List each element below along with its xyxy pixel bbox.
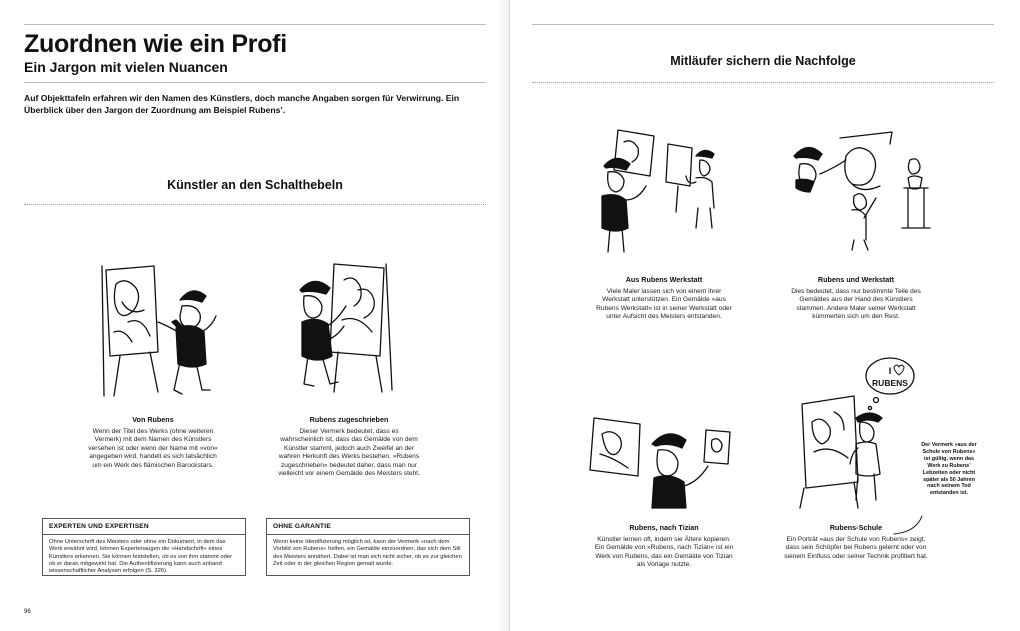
page-subtitle: Ein Jargon mit vielen Nuancen xyxy=(24,59,228,75)
section-rule-right xyxy=(532,82,994,83)
page-title: Zuordnen wie ein Profi xyxy=(24,30,287,58)
illustration-werkstatt xyxy=(596,126,736,256)
gutter-shadow xyxy=(496,0,509,631)
caption-rubens-zugeschrieben xyxy=(278,416,420,479)
caption-heading: Rubens-Schule xyxy=(829,523,883,532)
section-rule xyxy=(24,204,486,205)
caption-von-rubens xyxy=(84,416,222,470)
caption-text: Ein Porträt »aus der Schule von Rubens« zeigt, dass sein Schöpfer bei Rubens gelernt oder von seinem Einfluss oder seiner Technik profitiert hat. xyxy=(784,535,928,560)
caption-rubens-und-werkstatt xyxy=(784,276,928,322)
title-rule xyxy=(24,82,486,83)
infobox-text: Wenn keine Identifizierung möglich ist, kann der Vermerk »nach dem Vorbild von Rubens« helfen, ein Gemälde einzuordnen, das sich dem Stil des Meisters annähert. Dabei ist man sich nicht sicher, ob es zur gleichen Zeit oder in der gleichen Region gemalt wurde. xyxy=(273,539,462,567)
caption-heading: Von Rubens xyxy=(132,415,174,424)
spread-gutter xyxy=(509,0,510,631)
side-note-schule: Der Vermerk »aus der Schule von Rubens« ist gültig, wenn das Werk zu Rubens’ Lebzeiten oder nicht später als 50 Jahren nach seinem Tod entstanden ist. xyxy=(921,442,977,497)
caption-heading: Aus Rubens Werkstatt xyxy=(625,275,703,284)
illustration-von-rubens xyxy=(92,262,222,402)
caption-text: Wenn der Titel des Werks (ohne weiteren Vermerk) mit dem Namen des Künstlers versehen ist oder wenn der Name mit »von« angegeben wird, handelt es sich tatsächlich um ein Werk des flämischen Barockstars. xyxy=(88,427,218,469)
speech-bubble-rubens: RUBENS xyxy=(872,378,908,388)
speech-bubble-i: I xyxy=(888,366,892,376)
infobox-heading: EXPERTEN UND EXPERTISEN xyxy=(43,519,245,535)
caption-text: Künstler lernen oft, indem sie Ältere kopieren. Ein Gemälde von »Rubens, nach Tizian« ist ein Werk von Rubens, das ein Gemälde von Tizian als Vorlage nutzte. xyxy=(594,535,734,568)
top-rule xyxy=(24,24,486,25)
caption-heading: Rubens, nach Tizian xyxy=(629,523,699,532)
illustration-rubens-zugeschrieben xyxy=(296,260,426,400)
page-number: 96 xyxy=(24,609,31,615)
illustration-rubens-und-werkstatt xyxy=(792,126,942,256)
caption-nach-tizian xyxy=(592,524,736,570)
infobox-experten xyxy=(42,518,246,576)
caption-rubens-schule xyxy=(784,524,928,561)
caption-heading: Rubens und Werkstatt xyxy=(817,275,895,284)
illustration-nach-tizian xyxy=(588,414,748,514)
caption-text: Viele Maler lassen sich von einem ihrer Werkstatt unterstützen. Ein Gemälde »aus Rubens Werkstatt« ist in seiner Werkstatt oder unter Aufsicht des Meisters entstanden. xyxy=(596,287,732,320)
caption-werkstatt xyxy=(592,276,736,322)
intro-paragraph: Auf Objekttafeln erfahren wir den Namen des Künstlers, doch manche Angaben sorgen für Verwirrung. Ein Überblick über den Jargon der Zuordnung am Beispiel Rubens’. xyxy=(24,93,460,115)
infobox-text: Ohne Unterschrift des Meisters oder ohne ein Dokument, in dem das Werk erwähnt wird, können Expertenaugen die »Handschrift« eines Künstlers erkennen. Sie können feststellen, ob es von ihm stammt oder ob er daran mitgewirkt hat. Die Authentifizierung kann auch anhand wissenschaftlicher Analysen erfolgen (S. 326). xyxy=(49,539,233,575)
infobox-ohne-garantie xyxy=(266,518,470,576)
section-heading-artists: Künstler an den Schalthebeln xyxy=(167,178,343,192)
caption-text: Dies bedeutet, dass nur bestimmte Teile des Gemäldes aus der Hand des Künstlers stammen. Andere Maler seiner Werkstatt kümmerten sich um den Rest. xyxy=(791,287,921,320)
caption-text: Dieser Vermerk bedeutet, dass es wahrscheinlich ist, dass das Gemälde von dem Künstler stammt, jedoch auch Zweifel an der wahren Herkunft des Werks bestehen. »Rubens zugeschrieben« bedeutet daher, dass man nur vielleicht vor einem Gemälde des Meisters steht. xyxy=(278,427,420,477)
caption-heading: Rubens zugeschrieben xyxy=(309,415,389,424)
infobox-heading: OHNE GARANTIE xyxy=(267,519,469,535)
section-heading-followers: Mitläufer sichern die Nachfolge xyxy=(670,54,856,68)
top-rule-right xyxy=(532,24,994,25)
